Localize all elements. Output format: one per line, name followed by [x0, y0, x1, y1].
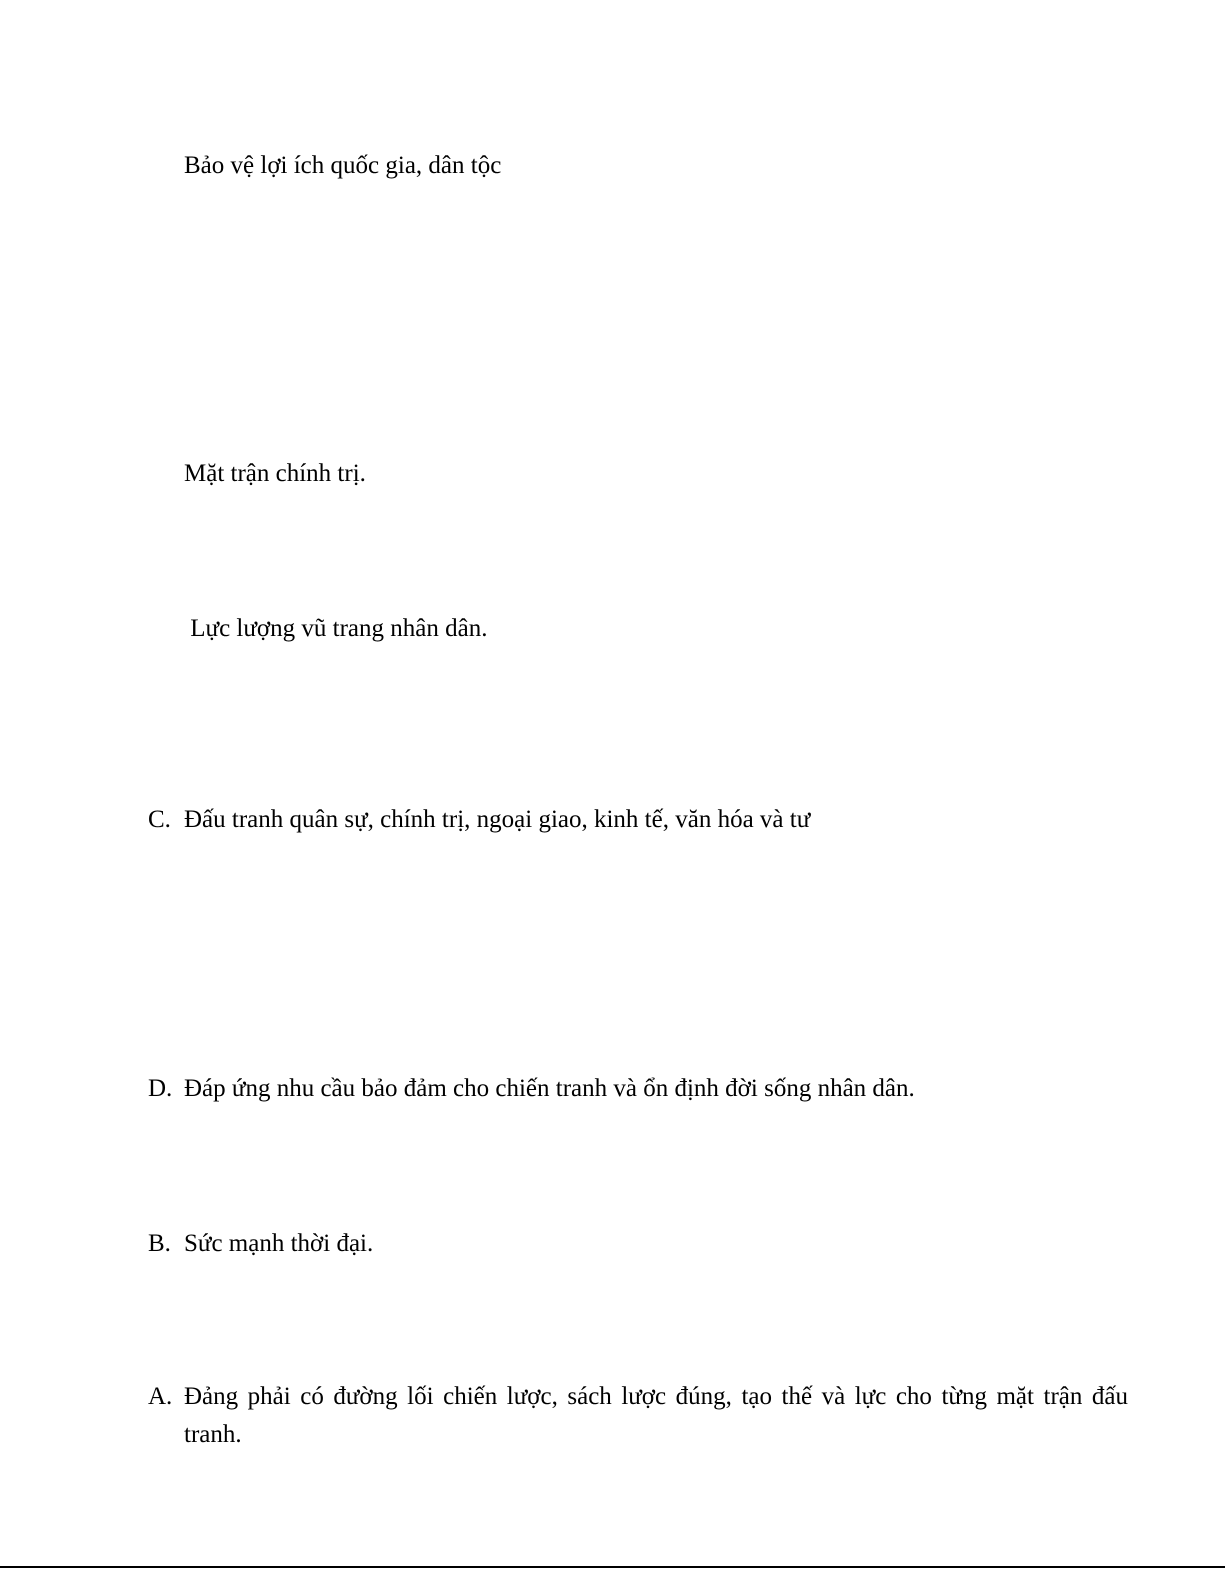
option-letter: B. — [148, 1230, 171, 1257]
option-text: Đáp ứng nhu cầu bảo đảm cho chiến tranh và ổn định đời sống nhân dân. — [184, 1075, 915, 1102]
option-letter: C. — [148, 806, 171, 833]
text-line-mat-tran: Mặt trận chính trị. — [184, 460, 366, 487]
option-letter: D. — [148, 1075, 173, 1102]
text-line-bao-ve: Bảo vệ lợi ích quốc gia, dân tộc — [184, 152, 502, 179]
option-text: Đấu tranh quân sự, chính trị, ngoại giao, kinh tế, văn hóa và tư — [184, 806, 811, 833]
option-text: Đảng phải có đường lối chiến lược, sách lược đúng, tạo thế và lực cho từng mặt trận đấu — [184, 1383, 1128, 1410]
option-letter: A. — [148, 1383, 173, 1410]
option-text-continuation: tranh. — [184, 1421, 242, 1448]
text-line-luc-luong: Lực lượng vũ trang nhân dân. — [184, 615, 488, 642]
page-bottom-border — [0, 1566, 1225, 1568]
option-text: Sức mạnh thời đại. — [184, 1230, 374, 1257]
